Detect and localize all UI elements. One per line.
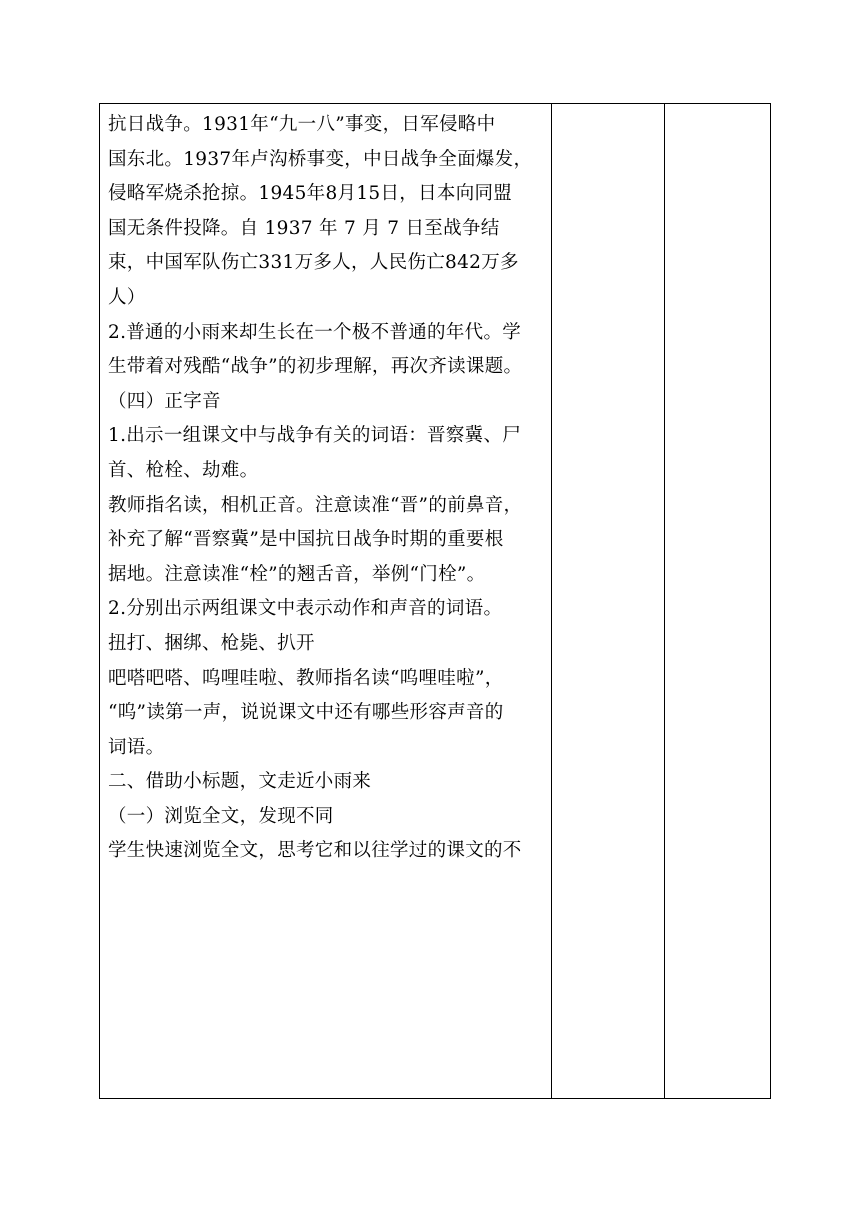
text-line: 吧嗒吧嗒、呜哩哇啦、教师指名读“呜哩哇啦”，	[108, 667, 504, 689]
empty-cell-middle	[552, 104, 665, 1099]
text-line: 2.分别出示两组课文中表示动作和声音的词语。	[108, 598, 503, 620]
text-line: 抗日战争。1931年“九一八”事变，日军侵略中	[108, 114, 496, 135]
text-line: 国无条件投降。自 1937 年 7 月 7 日至战争结	[108, 217, 500, 239]
empty-cell-right	[665, 104, 771, 1099]
section-heading: （四）正字音	[108, 390, 221, 412]
text-line: 2.普通的小雨来却生长在一个极不普通的年代。学	[108, 321, 522, 343]
lesson-table	[99, 103, 771, 1099]
text-line: 侵略军烧杀抢掠。1945年8月15日，日本向同盟	[108, 183, 513, 205]
text-line: 人）	[108, 286, 146, 308]
text-line: 词语。	[108, 736, 165, 758]
text-line: 扭打、捆绑、枪毙、扒开	[108, 632, 315, 654]
table-row	[100, 104, 771, 1099]
text-line: 1.出示一组课文中与战争有关的词语：晋察冀、尸	[108, 425, 522, 447]
text-line: 束，中国军队伤亡331万多人，人民伤亡842万多	[108, 252, 519, 274]
text-line: 补充了解“晋察冀”是中国抗日战争时期的重要根	[108, 529, 504, 551]
text-line: 生带着对残酷“战争”的初步理解，再次齐读课题。	[108, 356, 523, 378]
text-line: 学生快速浏览全文，思考它和以往学过的课文的不	[108, 840, 522, 862]
text-line: 据地。注意读准“栓”的翘舌音，举例“门栓”。	[108, 563, 486, 585]
section-heading: 二、借助小标题，文走近小雨来	[108, 771, 372, 793]
text-line: 首、枪栓、劫难。	[108, 459, 259, 481]
text-line: “呜”读第一声，说说课文中还有哪些形容声音的	[108, 702, 504, 724]
content-cell	[100, 104, 552, 1099]
text-line: 国东北。1937年卢沟桥事变，中日战争全面爆发，	[108, 148, 533, 170]
lesson-text	[100, 104, 551, 869]
text-line: 教师指名读，相机正音。注意读准“晋”的前鼻音，	[108, 494, 523, 516]
section-heading: （一）浏览全文，发现不同	[108, 805, 334, 827]
